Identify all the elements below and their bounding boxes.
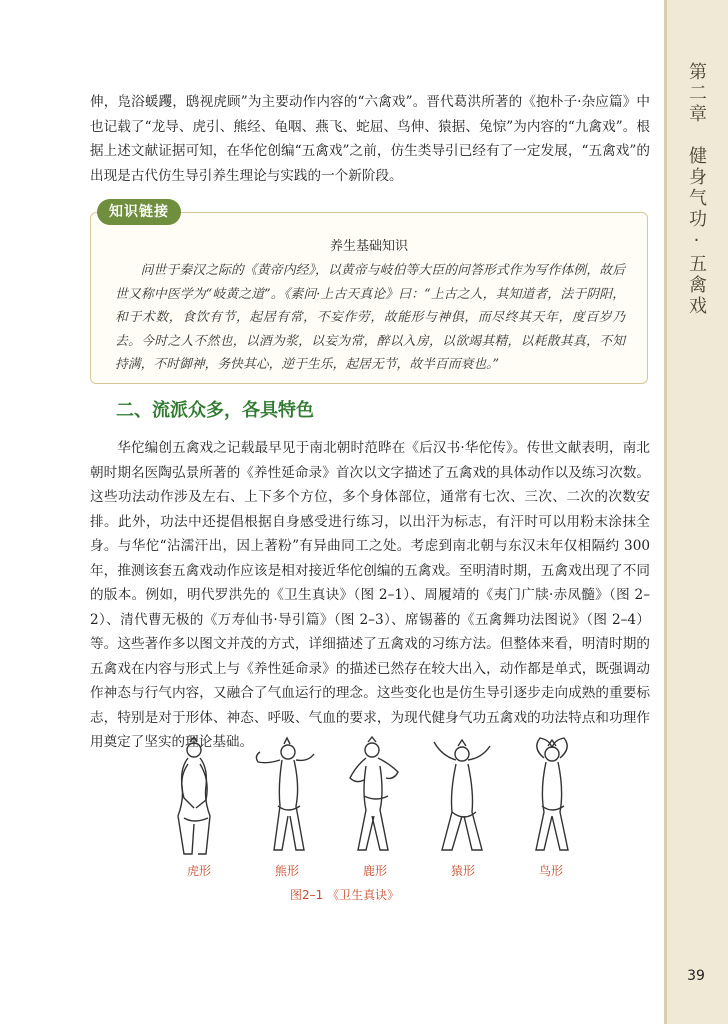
figure-label-tiger: 虎形 bbox=[186, 864, 211, 878]
figure-label-bird: 鸟形 bbox=[538, 864, 563, 878]
figure-label-deer: 鹿形 bbox=[362, 864, 387, 878]
section-paragraph: 华佗编创五禽戏之记载最早见于南北朝时范晔在《后汉书·华佗传》。传世文献表明，南北朝时期名医陶弘景所著的《养性延命录》首次以文字描述了五禽戏的具体动作以及练习次数。这些功法动作涉及左右、上下多个方位，多个身体部位，通常有七次、三次、二次的次数安排。此外，功法中还提倡根据自身感受进行练习，以出汗为标志，有汗时可以用粉末涂抹全身。与华佗“沾濡汗出，因上著粉”有异曲同工之处。考虑到南北朝与东汉末年仅相隔约 300 年，推测该套五禽戏动作应该是相对接近华佗创编的五禽戏。至明清时期，五禽戏出现了不同的版本。例如，明代罗洪先的《卫生真诀》（图 2–1）、周履靖的《夷门广牍·赤凤髓》（图 2–2）、清代曹无极的《万寿仙书·导引篇》（图 2–3）、席锡蕃的《五禽舞功法图说》（图 2–4）等。这些著作多以图文并茂的方式，详细描述了五禽戏的习练方法。但整体来看，明清时期的五禽戏在内容与形式上与《养性延命录》的描述已然存在较大出入，动作都是单式，既强调动作神态与行气内容，又融合了气血运行的理念。这些变化也是仿生导引逐步走向成熟的重要标志，特别是对于形体、神态、呼吸、气血的要求，为现代健身气功五禽戏的功法特点和功理作用奠定了坚实的理论基础。 bbox=[90, 440, 650, 750]
figure-label-ape: 猿形 bbox=[450, 864, 475, 878]
ape-figure-illustration bbox=[424, 736, 502, 860]
deer-figure-illustration bbox=[336, 736, 414, 860]
bear-figure-illustration bbox=[248, 736, 326, 860]
section-body bbox=[90, 436, 650, 755]
tiger-figure-illustration bbox=[160, 736, 238, 860]
figure-caption: 图2–1 《卫生真诀》 bbox=[290, 888, 400, 902]
section-heading: 二、流派众多，各具特色 bbox=[116, 400, 314, 421]
knowledge-box bbox=[90, 204, 648, 384]
chapter-label: 第二章 健身气功·五禽戏 bbox=[686, 62, 707, 317]
knowledge-body: 问世于秦汉之际的《黄帝内经》，以黄帝与岐伯等大臣的问答形式作为写作体例，故后世又称中医学为“岐黄之道”。《素问·上古天真论》曰：“上古之人，其知道者，法于阴阳，和于术数，食饮有节，起居有常，不妄作劳，故能形与神俱，而尽终其天年，度百岁乃去。今时之人不然也，以酒为浆，以妄为常，醉以入房，以欲竭其精，以耗散其真，不知持满，不时御神，务快其心，逆于生乐，起居无节，故半百而衰也。” bbox=[115, 263, 625, 372]
intro-paragraph: 伸，凫浴蝯躩，鸱视虎顾”为主要动作内容的“六禽戏”。晋代葛洪所著的《抱朴子·杂应篇》中也记载了“龙导、虎引、熊经、龟咽、燕飞、蛇屈、鸟伸、猿据、兔惊”为内容的“九禽戏”。根据上述文献证据可知，在华佗创编“五禽戏”之前，仿生类导引已经有了一定发展，“五禽戏”的出现是古代仿生导引养生理论与实践的一个新阶段。 bbox=[90, 94, 650, 184]
side-tab-divider bbox=[664, 0, 667, 1024]
knowledge-tag: 知识链接 bbox=[97, 199, 181, 225]
bird-figure-illustration bbox=[512, 736, 590, 860]
page-number: 39 bbox=[687, 968, 705, 984]
intro-block bbox=[90, 90, 650, 188]
figure-label-bear: 熊形 bbox=[274, 864, 299, 878]
five-animals-figure bbox=[160, 736, 590, 886]
knowledge-title: 养生基础知识 bbox=[329, 239, 408, 254]
